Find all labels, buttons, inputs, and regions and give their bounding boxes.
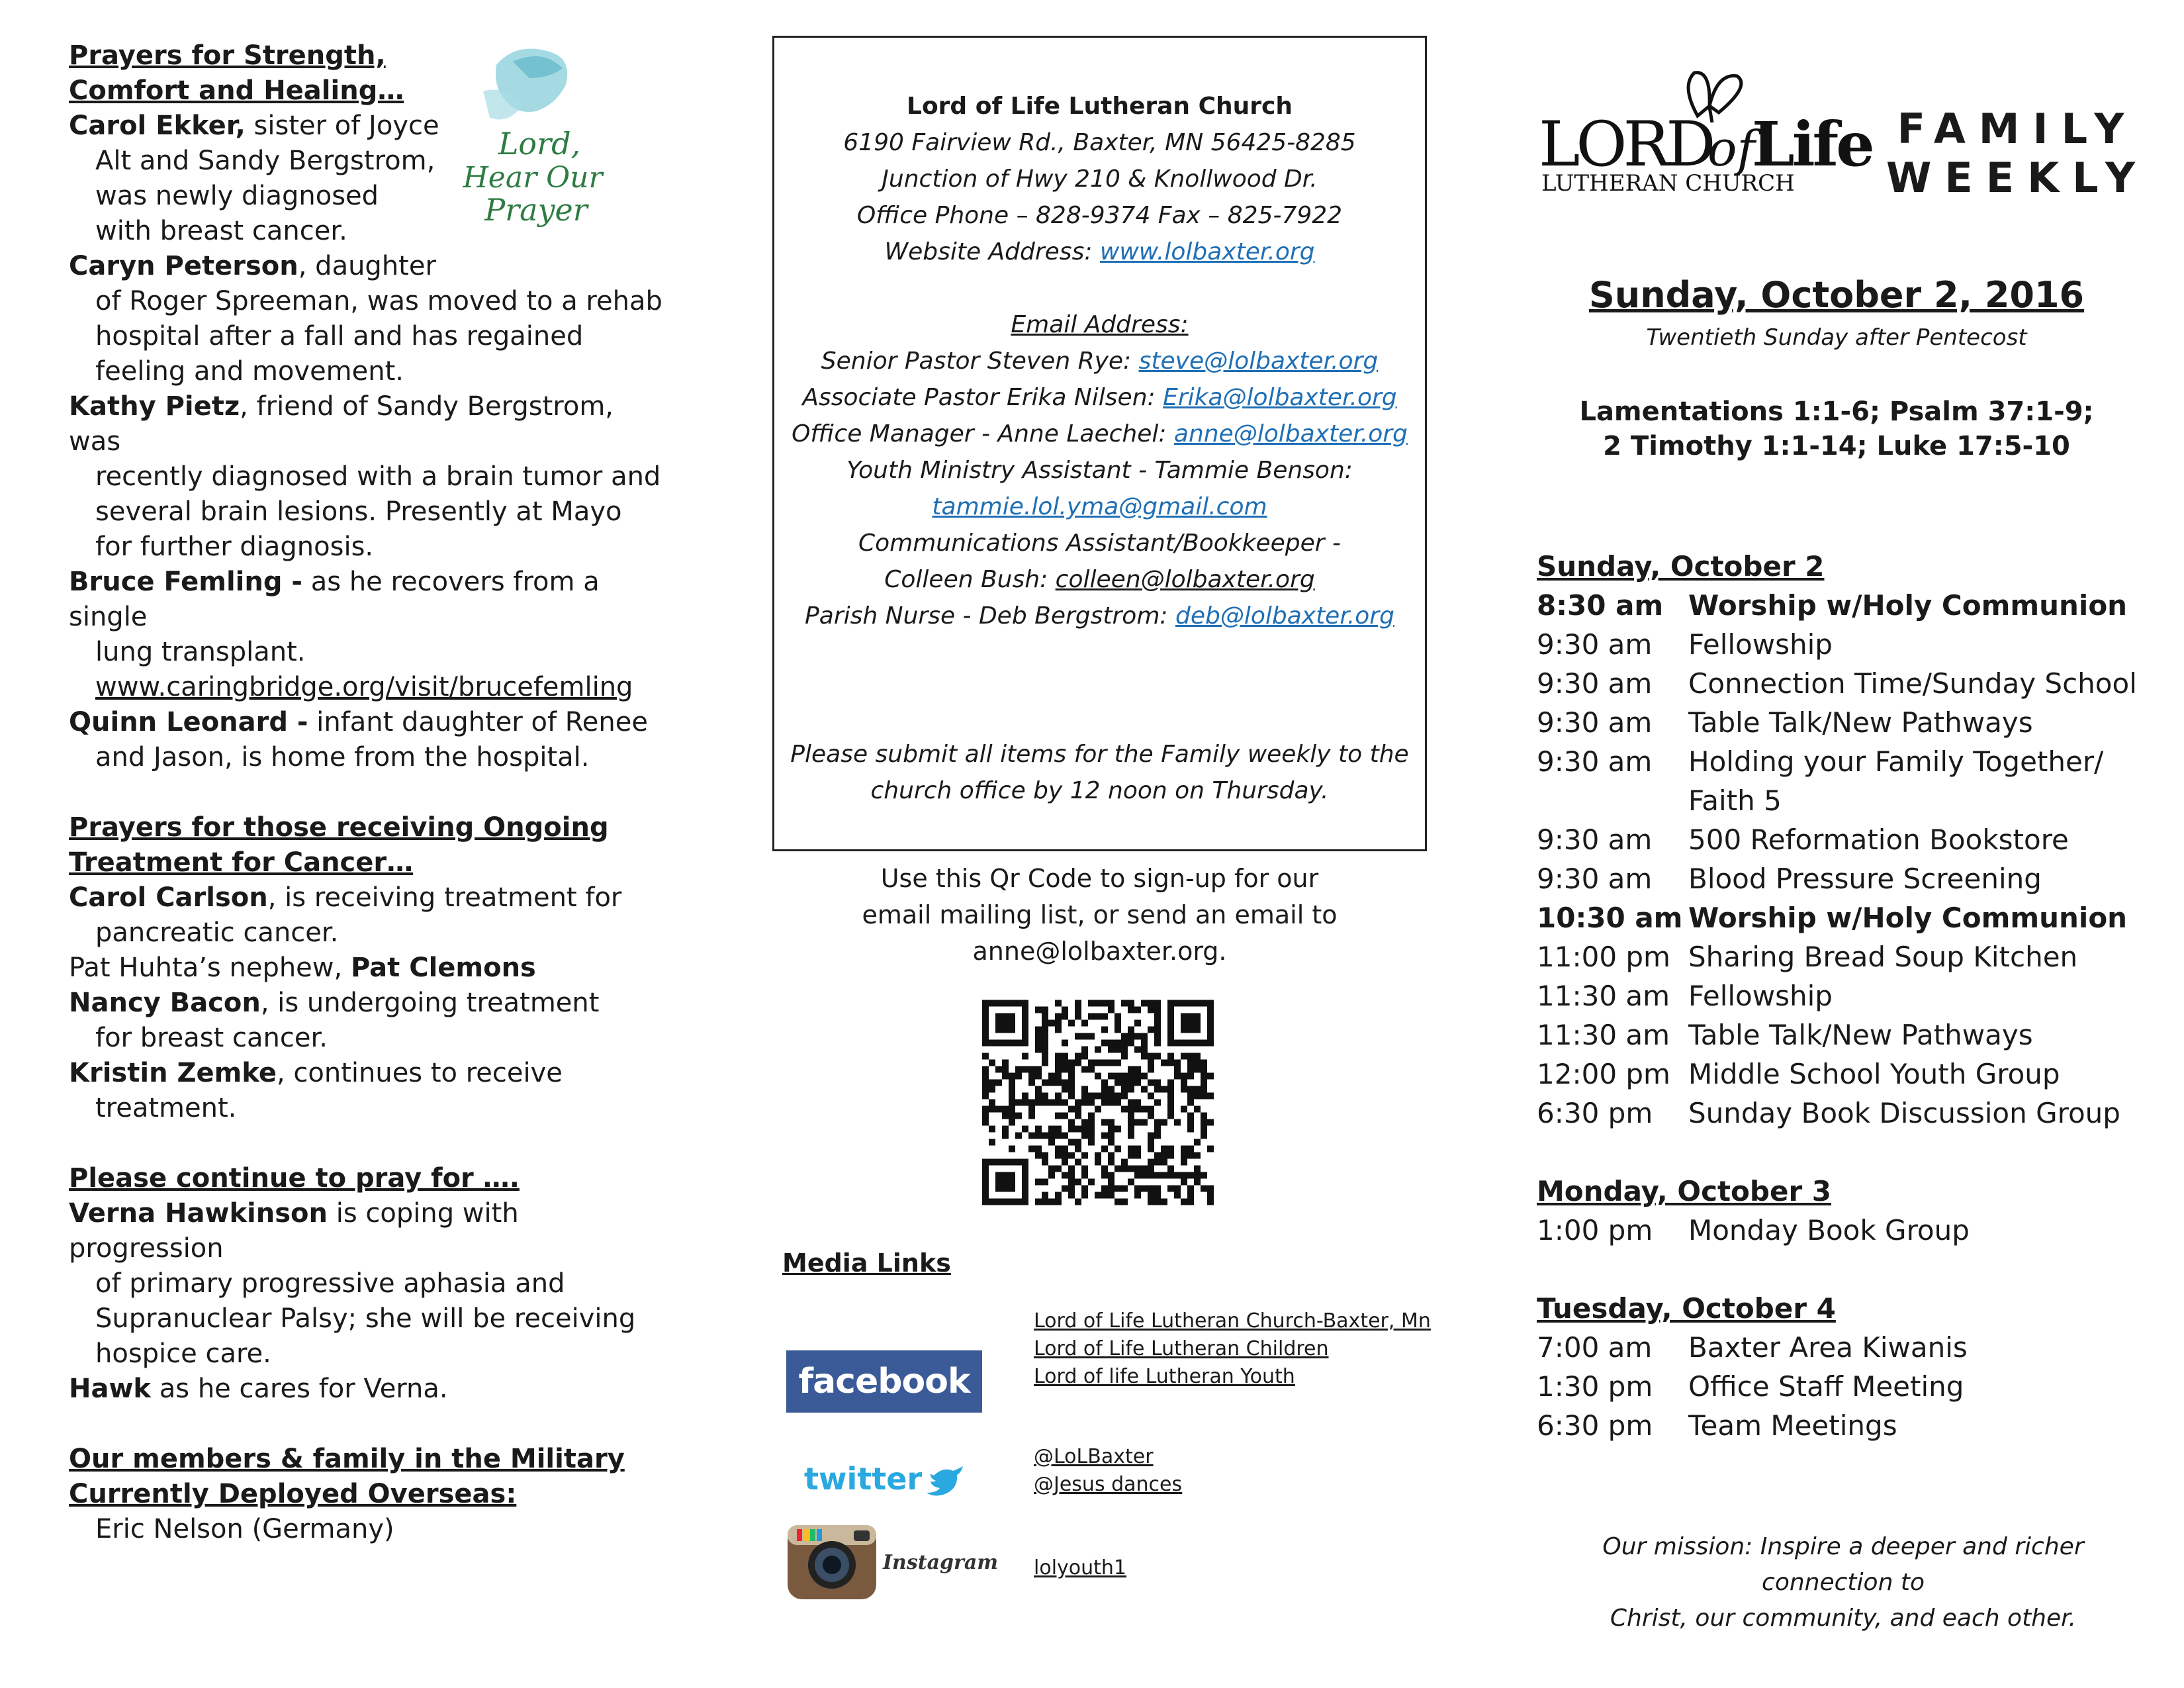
- schedule-event: Monday Book Group: [1688, 1214, 1970, 1246]
- schedule-row: [1537, 937, 2172, 976]
- prayer-entry-carol-ekker: Carol Ekker, sister of Joyce: [69, 111, 439, 141]
- caringbridge-link[interactable]: www.caringbridge.org/visit/brucefemling: [95, 672, 633, 702]
- schedule-row: [1537, 742, 2172, 781]
- schedule-time: 7:00 am: [1537, 1331, 1653, 1364]
- comm-label: Communications Assistant/Bookkeeper -: [858, 530, 1342, 557]
- email-link-steve[interactable]: steve@lolbaxter.org: [1138, 348, 1379, 375]
- schedule-time: 12:00 pm: [1537, 1058, 1670, 1090]
- schedule-time: 9:30 am: [1537, 823, 1653, 856]
- schedule-event: Faith 5: [1688, 784, 1782, 817]
- schedule-time: 6:30 pm: [1537, 1409, 1653, 1442]
- email-link-colleen[interactable]: colleen@lolbaxter.org: [1055, 566, 1315, 593]
- bulletin-date: Sunday, October 2, 2016: [1588, 274, 2085, 316]
- prayer-column: [69, 38, 664, 1547]
- schedule-event: Connection Time/Sunday School: [1688, 667, 2137, 700]
- prayer-entry-kristin-zemke: Kristin Zemke, continues to receive: [69, 1058, 563, 1088]
- scripture-readings: Lamentations 1:1-6; Psalm 37:1-9; 2 Timothy 1:1-14; Luke 17:5-10: [1579, 397, 2094, 461]
- schedule-event: Fellowship: [1688, 980, 1833, 1012]
- schedule-event: 500 Reformation Bookstore: [1688, 823, 2069, 856]
- schedule-row: [1537, 820, 2172, 859]
- lord-hear-our-prayer-logo: [457, 38, 615, 237]
- schedule-row: [1537, 1015, 2172, 1055]
- prayer-line: for further diagnosis.: [95, 532, 374, 562]
- schedule-time: 9:30 am: [1537, 628, 1653, 661]
- prayer-line: Supranuclear Palsy; she will be receiving: [95, 1303, 636, 1334]
- schedule-row: [1537, 664, 2172, 703]
- contact-info-box: [772, 36, 1427, 851]
- prayer-entry-hawk: Hawk as he cares for Verna.: [69, 1374, 448, 1404]
- svg-text:Life: Life: [1752, 109, 1872, 180]
- svg-text:twitter: twitter: [804, 1461, 923, 1497]
- ongoing-heading-1: Prayers for those receiving Ongoing: [69, 812, 609, 843]
- svg-text:LUTHERAN CHURCH: LUTHERAN CHURCH: [1541, 170, 1795, 197]
- military-entry: Eric Nelson (Germany): [95, 1514, 394, 1544]
- prayer-line: lung transplant.: [95, 637, 306, 667]
- weekly-schedule: [1537, 547, 2172, 1445]
- instagram-link[interactable]: lolyouth1: [1034, 1556, 1127, 1579]
- schedule-row: [1537, 1094, 2172, 1133]
- day-heading-tuesday: Tuesday, October 4: [1537, 1292, 1836, 1325]
- svg-text:Hear Our: Hear Our: [463, 161, 603, 195]
- schedule-time: 6:30 pm: [1537, 1097, 1653, 1129]
- schedule-event: Office Staff Meeting: [1688, 1370, 1964, 1403]
- website-line: Website Address: www.lolbaxter.org: [884, 238, 1315, 265]
- prayer-entry-nancy-bacon: Nancy Bacon, is undergoing treatment: [69, 988, 600, 1018]
- email-office-manager: Office Manager - Anne Laechel: anne@lolbaxter.org: [792, 420, 1408, 447]
- submission-note: Please submit all items for the Family weekly to the church office by 12 noon on Thursday.: [790, 741, 1409, 804]
- email-heading: Email Address:: [1011, 311, 1189, 338]
- schedule-time: 8:30 am: [1537, 589, 1664, 622]
- schedule-row: [1537, 1211, 2172, 1250]
- prayer-line: hospice care.: [95, 1338, 271, 1369]
- prayer-line: and Jason, is home from the hospital.: [95, 742, 590, 773]
- facebook-links: [1034, 1307, 1431, 1391]
- prayers-heading-2: Comfort and Healing…: [69, 75, 404, 106]
- schedule-event: Table Talk/New Pathways: [1688, 1019, 2033, 1051]
- email-link-deb[interactable]: deb@lolbaxter.org: [1175, 602, 1394, 630]
- facebook-link[interactable]: Lord of life Lutheran Youth: [1034, 1365, 1295, 1388]
- prayer-line: feeling and movement.: [95, 356, 404, 387]
- schedule-row: [1537, 625, 2172, 664]
- schedule-event: Middle School Youth Group: [1688, 1058, 2060, 1090]
- schedule-row: [1537, 976, 2172, 1015]
- email-associate-pastor: Associate Pastor Erika Nilsen: Erika@lolbaxter.org: [802, 384, 1397, 411]
- ongoing-heading-2: Treatment for Cancer…: [69, 847, 414, 878]
- qr-code[interactable]: [982, 998, 1214, 1207]
- media-links-title: Media Links: [782, 1248, 951, 1278]
- email-communications: Colleen Bush: colleen@lolbaxter.org: [884, 566, 1315, 593]
- schedule-row: [1537, 1328, 2172, 1367]
- prayer-entry-kathy-pietz: Kathy Pietz, friend of Sandy Bergstrom, was: [69, 391, 614, 457]
- schedule-time: 11:30 am: [1537, 1019, 1670, 1051]
- prayer-line: several brain lesions. Presently at Mayo: [95, 496, 622, 527]
- prayer-entry-carol-carlson: Carol Carlson, is receiving treatment for: [69, 882, 622, 913]
- church-name: Lord of Life Lutheran Church: [907, 93, 1293, 120]
- prayer-line: for breast cancer.: [95, 1023, 328, 1053]
- prayer-line: of Roger Spreeman, was moved to a rehab: [95, 286, 662, 316]
- svg-text:of: of: [1707, 120, 1755, 177]
- email-senior-pastor: Senior Pastor Steven Rye: steve@lolbaxter.org: [821, 348, 1379, 375]
- facebook-link[interactable]: Lord of Life Lutheran Church-Baxter, Mn: [1034, 1309, 1431, 1333]
- schedule-event: Fellowship: [1688, 628, 1833, 661]
- prayer-entry-quinn-leonard: Quinn Leonard - infant daughter of Renee: [69, 707, 648, 737]
- schedule-event: Table Talk/New Pathways: [1688, 706, 2033, 739]
- prayer-line: was newly diagnosed: [95, 181, 379, 211]
- prayer-line: hospital after a fall and has regained: [95, 321, 584, 352]
- schedule-row: [1537, 703, 2172, 742]
- schedule-row: [1537, 586, 2172, 625]
- twitter-bird-icon: [927, 1466, 963, 1495]
- phone-fax: Office Phone – 828-9374 Fax – 825-7922: [856, 202, 1343, 229]
- schedule-row: [1537, 1406, 2172, 1445]
- schedule-row: [1537, 898, 2172, 937]
- twitter-links: [1034, 1443, 1182, 1499]
- schedule-event: Team Meetings: [1688, 1409, 1897, 1442]
- schedule-event: Worship w/Holy Communion: [1688, 589, 2128, 622]
- military-heading-2: Currently Deployed Overseas:: [69, 1479, 517, 1509]
- schedule-time: 1:30 pm: [1537, 1370, 1653, 1403]
- schedule-event: Sunday Book Discussion Group: [1688, 1097, 2120, 1129]
- prayer-line: treatment.: [95, 1093, 237, 1123]
- church-address: 6190 Fairview Rd., Baxter, MN 56425-8285: [843, 129, 1356, 156]
- schedule-time: 9:30 am: [1537, 745, 1653, 778]
- prayer-entry-bruce-femling: Bruce Femling - as he recovers from a single: [69, 567, 600, 632]
- svg-text:Lord,: Lord,: [498, 126, 581, 162]
- schedule-row: [1537, 859, 2172, 898]
- mission-statement: Our mission: Inspire a deeper and richer connection to Christ, our community, and each other.: [1602, 1533, 2084, 1632]
- schedule-time: 9:30 am: [1537, 863, 1653, 895]
- schedule-event: Baxter Area Kiwanis: [1688, 1331, 1968, 1364]
- svg-text:Instagram: Instagram: [883, 1551, 998, 1574]
- facebook-link[interactable]: Lord of Life Lutheran Children: [1034, 1337, 1329, 1360]
- day-heading-sunday: Sunday, October 2: [1537, 550, 1825, 583]
- youth-label: Youth Ministry Assistant - Tammie Benson:: [846, 457, 1353, 484]
- instagram-links: [1034, 1554, 1126, 1582]
- prayer-line: recently diagnosed with a brain tumor and: [95, 461, 661, 492]
- prayer-line: pancreatic cancer.: [95, 917, 339, 948]
- prayer-entry-verna-hawkinson: Verna Hawkinson is coping with progression: [69, 1198, 519, 1264]
- continue-heading: Please continue to pray for ….: [69, 1163, 520, 1194]
- liturgical-day: Twentieth Sunday after Pentecost: [1646, 324, 2027, 351]
- schedule-event: Blood Pressure Screening: [1688, 863, 2042, 895]
- schedule-event: Worship w/Holy Communion: [1688, 902, 2128, 934]
- schedule-time: 10:30 am: [1537, 902, 1683, 934]
- schedule-time: 11:30 am: [1537, 980, 1670, 1012]
- twitter-link[interactable]: @LoLBaxter: [1034, 1445, 1154, 1468]
- military-heading-1: Our members & family in the Military: [69, 1444, 625, 1474]
- prayer-line: Alt and Sandy Bergstrom,: [95, 146, 435, 176]
- email-link-tammie[interactable]: tammie.lol.yma@gmail.com: [932, 493, 1267, 520]
- website-link[interactable]: www.lolbaxter.org: [1099, 238, 1315, 265]
- svg-text:LORD: LORD: [1539, 109, 1712, 181]
- facebook-icon[interactable]: facebook: [786, 1350, 982, 1413]
- prayer-line: with breast cancer.: [95, 216, 347, 246]
- day-heading-monday: Monday, October 3: [1537, 1175, 1831, 1207]
- schedule-event: Holding your Family Together/: [1688, 745, 2104, 778]
- email-link-anne[interactable]: anne@lolbaxter.org: [1173, 420, 1408, 447]
- lord-of-life-logo: [1539, 66, 1872, 199]
- instagram-icon[interactable]: [785, 1523, 998, 1602]
- schedule-time: 9:30 am: [1537, 667, 1653, 700]
- schedule-row: [1537, 1367, 2172, 1406]
- schedule-time: [1537, 781, 1688, 820]
- schedule-time: 9:30 am: [1537, 706, 1653, 739]
- prayers-heading-1: Prayers for Strength,: [69, 40, 386, 71]
- schedule-row: [1537, 781, 2172, 820]
- church-junction: Junction of Hwy 210 & Knollwood Dr.: [882, 165, 1318, 193]
- twitter-icon[interactable]: [801, 1456, 966, 1503]
- svg-text:Prayer: Prayer: [484, 192, 588, 228]
- schedule-time: 11:00 pm: [1537, 941, 1670, 973]
- schedule-row: [1537, 1055, 2172, 1094]
- prayer-entry-caryn-peterson: Caryn Peterson, daughter: [69, 251, 436, 281]
- qr-instructions: Use this Qr Code to sign-up for our email mailing list, or send an email to anne@lolbaxter.org.: [862, 864, 1338, 966]
- twitter-link[interactable]: @Jesus dances: [1034, 1473, 1183, 1496]
- family-weekly-title: FAMILY WEEKLY: [1886, 105, 2148, 202]
- email-parish-nurse: Parish Nurse - Deb Bergstrom: deb@lolbaxter.org: [805, 602, 1394, 630]
- prayer-entry-pat-clemons: Pat Huhta’s nephew, Pat Clemons: [69, 953, 536, 983]
- email-link-erika[interactable]: Erika@lolbaxter.org: [1163, 384, 1397, 411]
- prayer-line: of primary progressive aphasia and: [95, 1268, 565, 1299]
- schedule-time: 1:00 pm: [1537, 1214, 1653, 1246]
- schedule-event: Sharing Bread Soup Kitchen: [1688, 941, 2078, 973]
